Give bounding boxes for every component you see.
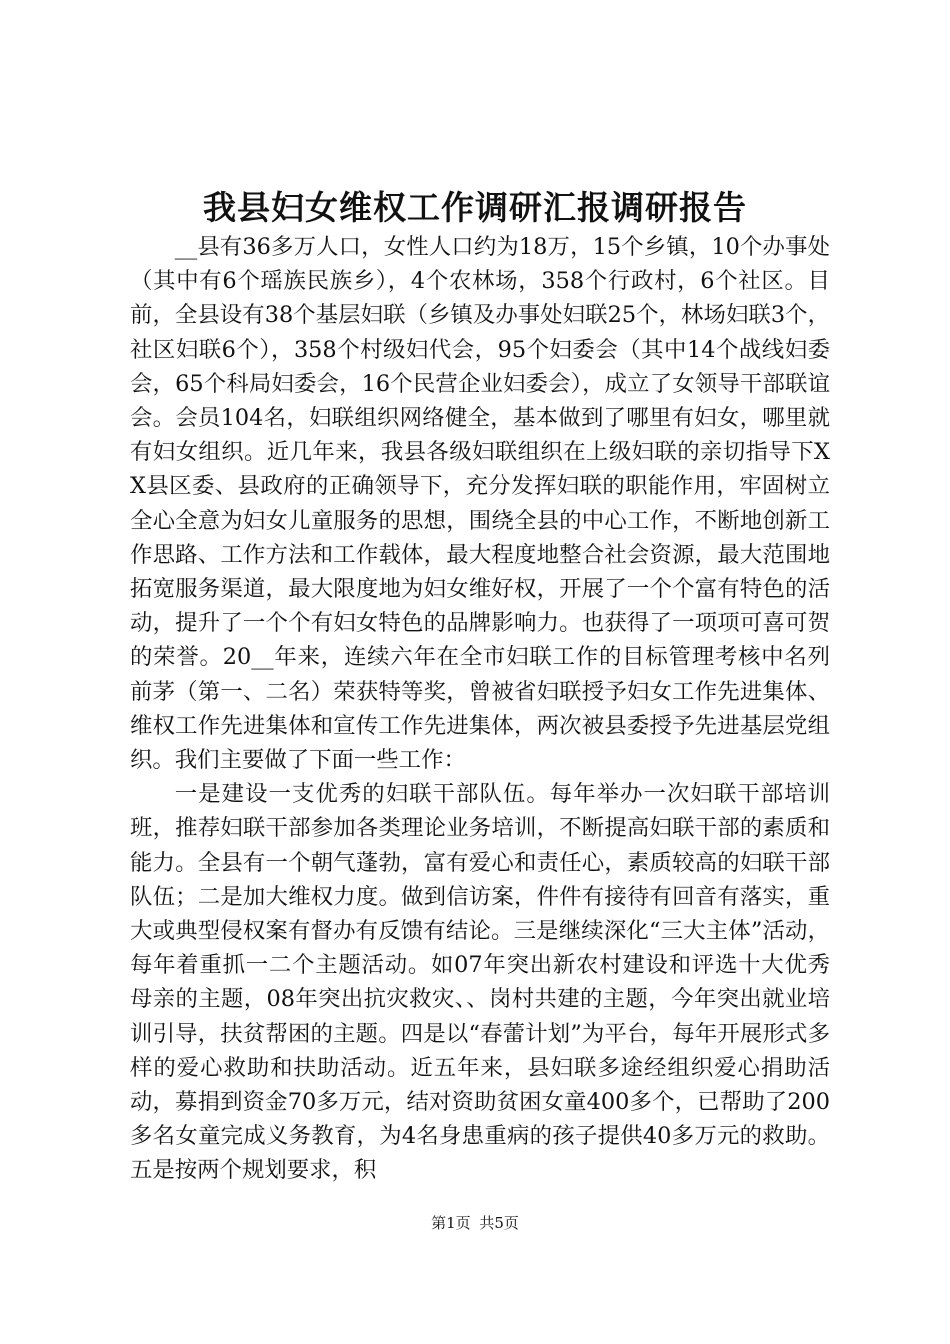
page-footer bbox=[0, 1212, 950, 1234]
paragraph: __县有36多万人口，女性人口约为18万，15个乡镇，10个办事处（其中有6个瑶族民族乡），4个农林场，358个行政村，6个社区。目前，全县设有38个基层妇联（乡镇及办事处妇联25个，林场妇联3个，社区妇联6个），358个村级妇代会，95个妇委会（其中14个战线妇委会，65个科局妇委会，16个民营企业妇委会），成立了女领导干部联谊会。会员104名，妇联组织网络健全，基本做到了哪里有妇女，哪里就有妇女组织。近几年来，我县各级妇联组织在上级妇联的亲切指导下XX县区委、县政府的正确领导下，充分发挥妇联的职能作用，牢固树立全心全意为妇女儿童服务的思想，围绕全县的中心工作，不断地创新工作思路、工作方法和工作载体，最大程度地整合社会资源，最大范围地拓宽服务渠道，最大限度地为妇女维好权，开展了一个个富有特色的活动，提升了一个个有妇女特色的品牌影响力。也获得了一项项可喜可贺的荣誉。20__年来，连续六年在全市妇联工作的目标管理考核中名列前茅（第一、二名）荣获特等奖，曾被省妇联授予妇女工作先进集体、维权工作先进集体和宣传工作先进集体，两次被县委授予先进基层党组织。我们主要做了下面一些工作： bbox=[130, 234, 830, 774]
document-body bbox=[130, 230, 830, 1188]
page-number: 第1页 bbox=[431, 1214, 471, 1232]
page-total: 共5页 bbox=[479, 1214, 519, 1232]
document-title: 我县妇女维权工作调研汇报调研报告 bbox=[203, 188, 747, 227]
paragraph: 一是建设一支优秀的妇联干部队伍。每年举办一次妇联干部培训班，推荐妇联干部参加各类理论业务培训，不断提高妇联干部的素质和能力。全县有一个朝气蓬勃，富有爱心和责任心，素质较高的妇联干部队伍；二是加大维权力度。做到信访案，件件有接待有回音有落实，重大或典型侵权案有督办有反馈有结论。三是继续深化“三大主体”活动，每年着重抓一二个主题活动。如07年突出新农村建设和评选十大优秀母亲的主题，08年突出抗灾救灾、、岗村共建的主题，今年突出就业培训引导，扶贫帮困的主题。四是以“春蕾计划”为平台，每年开展形式多样的爱心救助和扶助活动。近五年来，县妇联多途经组织爱心捐助活动，募捐到资金70多万元，结对资助贫困女童400多个，已帮助了200多名女童完成义务教育，为4名身患重病的孩子提供40多万元的救助。五是按两个规划要求，积 bbox=[130, 781, 830, 1184]
